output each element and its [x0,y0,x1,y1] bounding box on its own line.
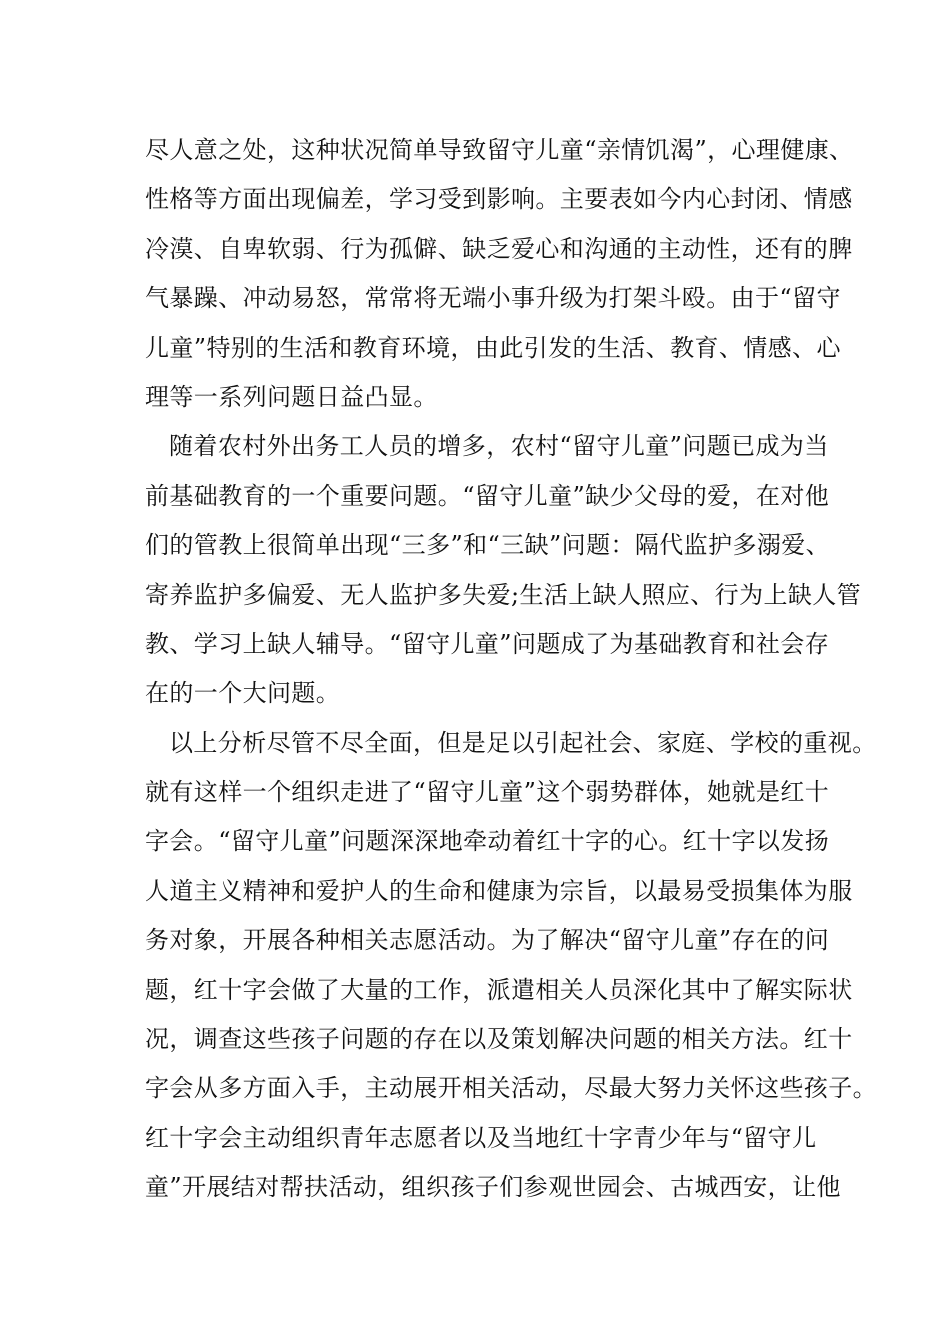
text-line: 童”开展结对帮扶活动，组织孩子们参观世园会、古城西安，让他 [145,1173,841,1202]
text-line: 理等一系列问题日益凸显。 [145,382,438,411]
text-line: 们的管教上很简单出现“三多”和“三缺”问题：隔代监护多溺爱、 [145,531,831,560]
text-line: 寄养监护多偏爱、无人监护多失爱;生活上缺人照应、行为上缺人管 [145,580,862,609]
text-line: 字会。“留守儿童”问题深深地牵动着红十字的心。红十字以发扬 [145,827,830,856]
paragraph-start-line: 以上分析尽管不尽全面，但是足以引起社会、家庭、学校的重视。 [169,728,877,757]
text-line: 教、学习上缺人辅导。“留守儿童”问题成了为基础教育和社会存 [145,629,830,658]
text-line: 红十字会主动组织青年志愿者以及当地红十字青少年与“留守儿 [145,1123,817,1152]
text-line: 性格等方面出现偏差，学习受到影响。主要表如今内心封闭、情感 [145,185,853,214]
text-line: 况，调查这些孩子问题的存在以及策划解决问题的相关方法。红十 [145,1025,853,1054]
text-line: 冷漠、自卑软弱、行为孤僻、缺乏爱心和沟通的主动性，还有的脾 [145,234,853,263]
paragraph-start-line: 随着农村外出务工人员的增多，农村“留守儿童”问题已成为当 [169,432,829,461]
text-line: 人道主义精神和爱护人的生命和健康为宗旨，以最易受损集体为服 [145,876,853,905]
text-line: 就有这样一个组织走进了“留守儿童”这个弱势群体，她就是红十 [145,778,830,807]
body-text [145,126,877,1213]
text-line: 前基础教育的一个重要问题。“留守儿童”缺少父母的爱，在对他 [145,481,830,510]
text-line: 题，红十字会做了大量的工作，派遣相关人员深化其中了解实际状 [145,975,853,1004]
text-line: 气暴躁、冲动易怒，常常将无端小事升级为打架斗殴。由于“留守 [145,284,841,313]
text-line: 尽人意之处，这种状况简单导致留守儿童“亲情饥渴”，心理健康、 [145,136,854,164]
text-line: 务对象，开展各种相关志愿活动。为了解决“留守儿童”存在的问 [145,926,830,955]
text-line: 字会从多方面入手，主动展开相关活动，尽最大努力关怀这些孩子。 [145,1074,877,1103]
text-line: 在的一个大问题。 [145,679,341,708]
text-line: 儿童”特别的生活和教育环境，由此引发的生活、教育、情感、心 [145,333,841,362]
